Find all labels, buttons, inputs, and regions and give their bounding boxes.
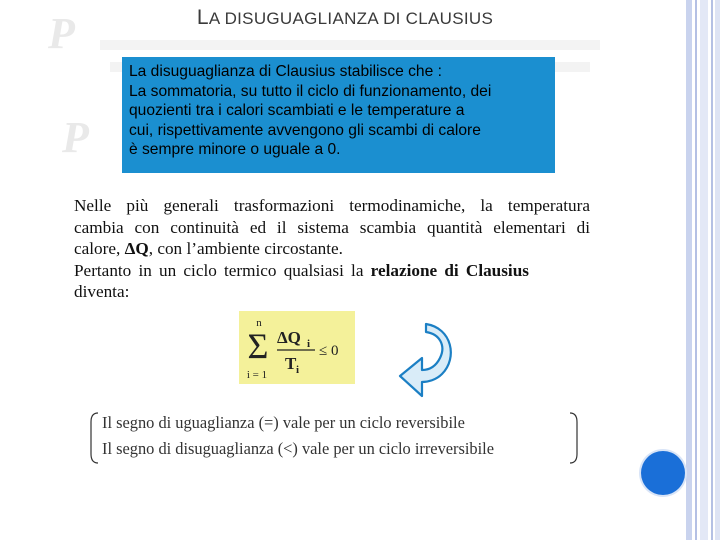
box-line: cui, rispettivamente avvengono gli scambi di calore [129,121,481,139]
summation-sign: Σ [247,326,269,366]
denominator-subscript: i [296,364,300,376]
formula-relation: ≤ 0 [319,343,339,359]
ghost-background-line [100,40,600,50]
paragraph-line [74,238,590,260]
ghost-background-glyph: P [48,9,75,58]
paragraph-text: calore, [74,239,125,259]
title-initial: L [196,6,209,29]
condition-irreversible: Il segno di disuguaglianza (<) vale per un ciclo irreversibile [102,439,495,458]
formula-denominator: T [285,354,297,373]
paragraph-line [74,260,590,282]
condition-reversible: Il segno di uguaglianza (=) vale per un ciclo reversibile [102,413,465,432]
decor-stripe [715,0,720,540]
decor-stripe [686,0,692,540]
clausius-formula [239,311,355,384]
paragraph-text: , con l’ambiente circostante. [148,239,343,259]
box-line: quozienti tra i calori scambiati e le temperature a [129,102,465,120]
paragraph-text: Pertanto in un ciclo termico qualsiasi la [74,260,371,280]
numerator-subscript: i [307,338,311,350]
sum-upper-limit: n [256,317,262,329]
title-rest: A DISUGUAGLIANZA DI CLAUSIUS [208,9,494,28]
blue-circle-decoration [641,451,685,495]
decor-stripe [711,0,713,540]
page-title [0,6,690,30]
left-bracket [90,412,100,464]
box-line: La disuguaglianza di Clausius stabilisce che : [129,63,442,80]
curved-arrow-icon [394,318,466,404]
sum-lower-limit: i = 1 [246,369,268,381]
box-line: La sommatoria, su tutto il ciclo di funzionamento, dei [129,82,492,100]
clausius-relation-emphasis: relazione di Clausius [370,260,529,280]
delta-q-symbol: ΔQ [124,239,149,259]
ghost-background-glyph: P [62,113,89,162]
decor-stripe [695,0,697,540]
paragraph-line: Nelle più generali trasformazioni termodinamiche, la temperatura [74,196,590,215]
conditions-block [90,412,580,464]
paragraph-line: cambia con continuità ed il sistema scambia quantità elementari di [74,217,590,237]
definition-box [122,57,555,173]
box-line: è sempre minore o uguale a 0. [129,141,341,159]
paragraph-line: diventa: [74,282,130,302]
formula-graphic [239,311,355,384]
right-bracket [568,412,578,464]
explanation-paragraph [74,195,590,303]
decor-stripe [700,0,708,540]
formula-numerator: ΔQ [277,328,301,347]
